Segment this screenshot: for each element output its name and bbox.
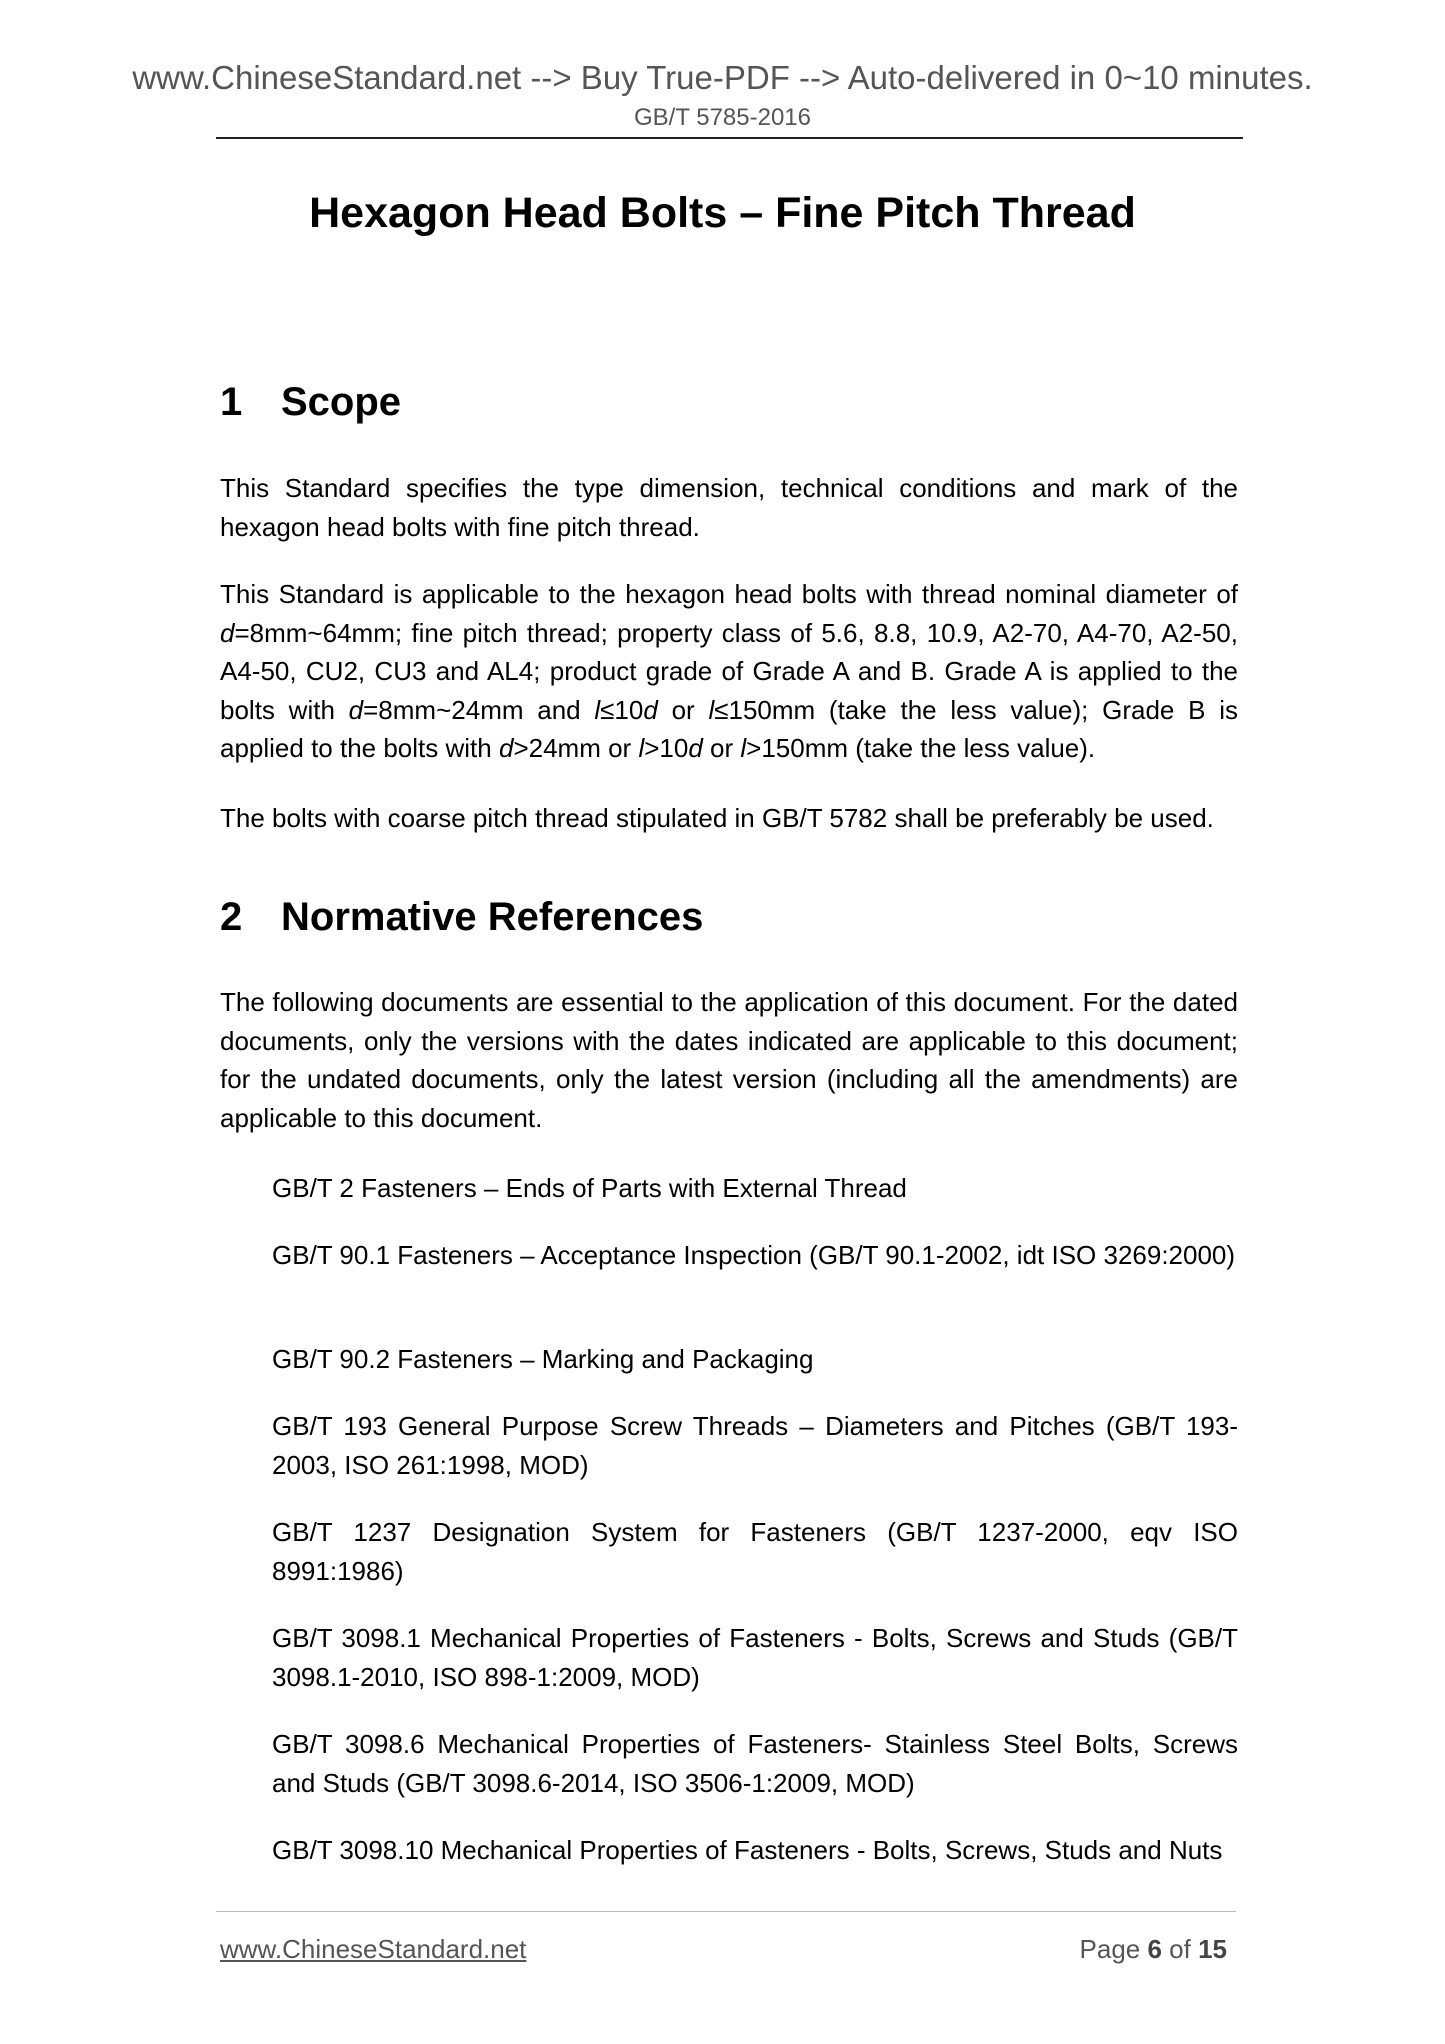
current-page-number: 6: [1147, 1934, 1162, 1964]
reference-item: GB/T 3098.6 Mechanical Properties of Fasteners- Stainless Steel Bolts, Screws and Studs (GB/T 3098.6-2014, ISO 3506-1:2009, MOD): [272, 1729, 1238, 1798]
footer-divider: [216, 1911, 1236, 1912]
standard-code: GB/T 5785-2016: [633, 104, 811, 131]
reference-item: GB/T 3098.10 Mechanical Properties of Fasteners - Bolts, Screws, Studs and Nuts: [272, 1835, 1223, 1865]
reference-item: GB/T 90.1 Fasteners – Acceptance Inspection (GB/T 90.1-2002, idt ISO 3269:2000): [272, 1240, 1236, 1270]
reference-item: GB/T 1237 Designation System for Fasteners (GB/T 1237-2000, eqv ISO 8991:1986): [272, 1517, 1238, 1586]
reference-item: GB/T 2 Fasteners – Ends of Parts with External Thread: [272, 1173, 907, 1203]
section-title: Scope: [281, 380, 402, 424]
header-banner: www.ChineseStandard.net --> Buy True-PDF --> Auto-delivered in 0~10 minutes.: [132, 59, 1313, 96]
section-number: 1: [220, 380, 243, 424]
reference-item: GB/T 90.2 Fasteners – Marking and Packaging: [272, 1344, 814, 1374]
section-title: Normative References: [281, 895, 704, 939]
paragraph: The bolts with coarse pitch thread stipulated in GB/T 5782 shall be preferably be used.: [220, 803, 1214, 833]
section-number: 2: [220, 895, 243, 939]
paragraph: The following documents are essential to the application of this document. For the dated documents, only the versions with the dates indicated are applicable to this document; for the undated documents, only the latest version (including all the amendments) are applicable to this document.: [220, 987, 1238, 1133]
footer-website-link[interactable]: www.ChineseStandard.net: [220, 1934, 527, 1964]
header-divider: [216, 137, 1243, 139]
page-indicator: Page 6 of 15: [1079, 1934, 1227, 1964]
paragraph-applicability: This Standard is applicable to the hexagon head bolts with thread nominal diameter of d=8mm~64mm; fine pitch thread; property class of 5.6, 8.8, 10.9, A2-70, A4-70, A2-50, A4-50, CU2, CU3 and AL4; product grade of Grade A and B. Grade A is applied to the bolts with d=8mm~24mm and l≤10d or l≤150mm (take the less value); Grade B is applied to the bolts with d>24mm or l>10d or l>150mm (take the less value).: [220, 579, 1238, 763]
section-heading-scope: [220, 377, 401, 427]
section-heading-normative-references: [220, 892, 703, 942]
reference-item: GB/T 193 General Purpose Screw Threads – Diameters and Pitches (GB/T 193-2003, ISO 261:1998, MOD): [272, 1411, 1238, 1480]
paragraph: This Standard specifies the type dimension, technical conditions and mark of the hexagon head bolts with fine pitch thread.: [220, 473, 1238, 542]
total-pages: 15: [1198, 1934, 1227, 1964]
document-title: Hexagon Head Bolts – Fine Pitch Thread: [309, 189, 1136, 237]
reference-item: GB/T 3098.1 Mechanical Properties of Fasteners - Bolts, Screws and Studs (GB/T 3098.1-2010, ISO 898-1:2009, MOD): [272, 1623, 1238, 1692]
